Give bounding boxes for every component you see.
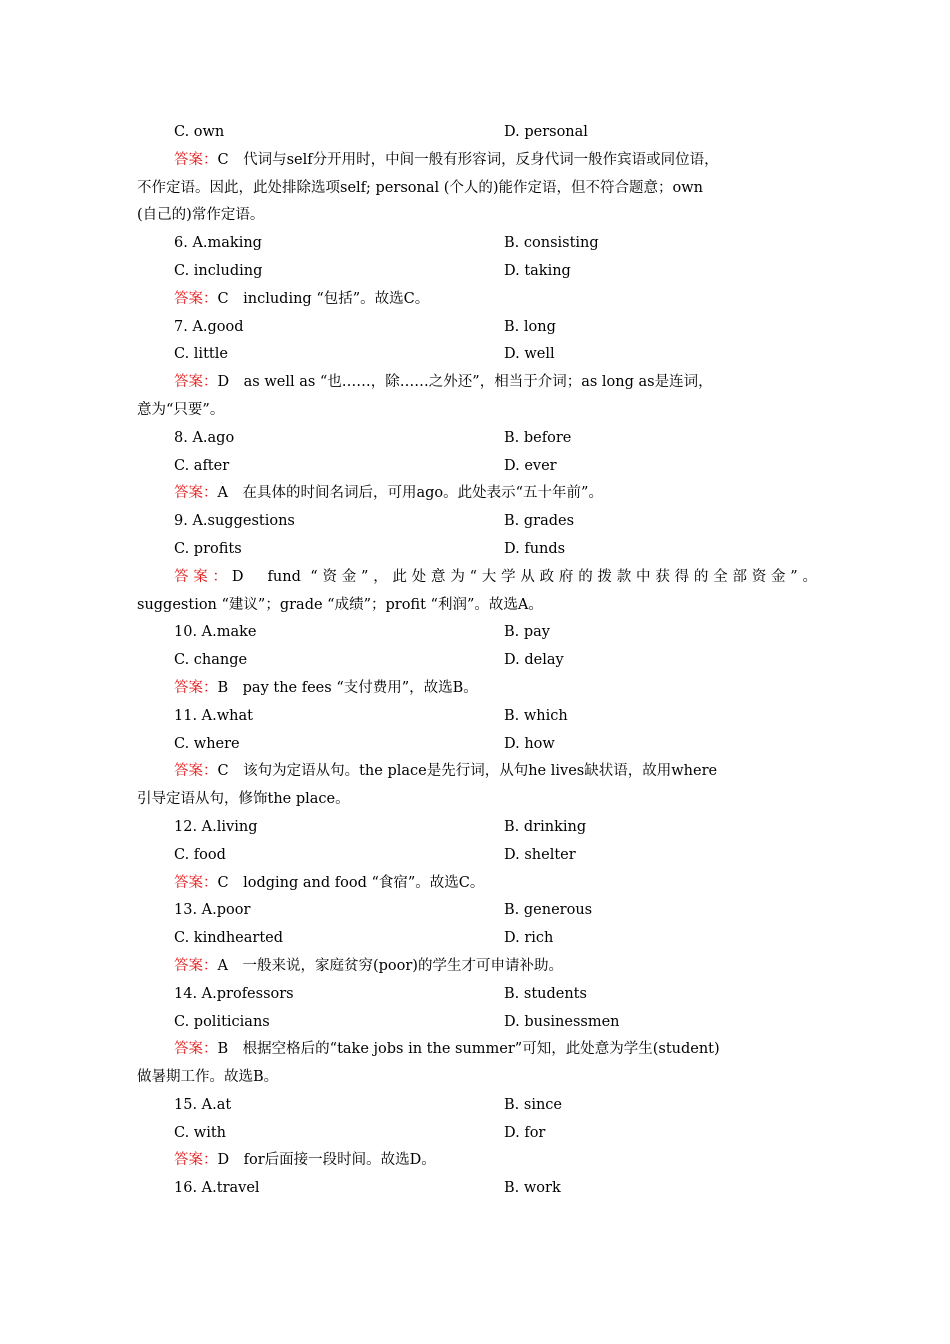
option-c: C. food (174, 846, 226, 863)
answer-label: 答案： (174, 568, 232, 585)
option-c: C. politicians (174, 1013, 270, 1030)
answer-label: 答案： (174, 151, 218, 168)
option-c: C. with (174, 1124, 227, 1141)
option-d: D. delay (504, 652, 564, 669)
question-8-options-ab (137, 425, 817, 453)
question-15-options-ab (137, 1092, 817, 1120)
answer-7-line-2: 意为“只要”。 (137, 401, 225, 418)
option-a: 12. A.living (174, 818, 258, 835)
question-6-options-ab (137, 230, 817, 258)
question-10-options-cd (137, 647, 817, 675)
question-6-options-cd (137, 258, 817, 286)
answer-13-line-1 (137, 953, 817, 981)
option-d: D. well (504, 346, 555, 363)
question-5-options-cd (137, 119, 817, 147)
option-b: B. students (504, 985, 587, 1002)
answer-text: D as well as “也……，除……之外还”，相当于介词；as long as是连词， (217, 374, 713, 391)
option-a: 8. A.ago (174, 429, 235, 446)
option-d: D. rich (504, 930, 554, 947)
option-d: D. personal (504, 124, 588, 140)
answer-9-line-2: suggestion “建议”；grade “成绩”；profit “利润”。故选A。 (137, 596, 543, 613)
option-a: 14. A.professors (174, 985, 294, 1002)
question-7-options-cd (137, 341, 817, 369)
question-13-options-cd (137, 925, 817, 953)
answer-text: B pay the fees “支付费用”，故选B。 (217, 679, 478, 696)
question-7-options-ab (137, 314, 817, 342)
option-d: D. ever (504, 457, 557, 474)
answer-text: A 一般来说，家庭贫穷(poor)的学生才可申请补助。 (217, 957, 563, 974)
answer-9-line-1 (137, 564, 817, 592)
option-b: B. drinking (504, 818, 587, 835)
question-13-options-ab (137, 897, 817, 925)
answer-label: 答案： (174, 957, 218, 974)
option-a: 6. A.making (174, 235, 262, 252)
option-b: B. since (504, 1096, 562, 1113)
answer-text: C including “包括”。故选C。 (217, 290, 430, 307)
answer-label: 答案： (174, 763, 218, 780)
option-b: B. generous (504, 902, 593, 919)
option-c: C. kindhearted (174, 930, 284, 947)
question-12-options-ab (137, 814, 817, 842)
answer-15-line-1 (137, 1147, 817, 1175)
option-a: 15. A.at (174, 1096, 232, 1113)
answer-11-line-2: 引导定语从句，修饰the place。 (137, 791, 350, 808)
answer-label: 答案： (174, 679, 218, 696)
answer-7-line-1 (137, 369, 817, 397)
option-c: C. after (174, 457, 230, 474)
question-9-options-cd (137, 536, 817, 564)
answer-11-line-1 (137, 758, 817, 786)
answer-8-line-1 (137, 480, 817, 508)
answer-text: C 代词与self分开用时，中间一般有形容词，反身代词一般作宾语或同位语， (217, 151, 719, 168)
option-a: 16. A.travel (174, 1180, 260, 1197)
question-11-options-cd (137, 731, 817, 759)
answer-5-line-3: (自己的)常作定语。 (137, 207, 265, 224)
question-14-options-cd (137, 1009, 817, 1037)
option-d: D. shelter (504, 846, 576, 863)
exercise-answers (137, 119, 817, 1203)
answer-12-line-1 (137, 870, 817, 898)
option-a: 7. A.good (174, 318, 244, 335)
answer-6-line-1 (137, 286, 817, 314)
answer-text: D fund “资金”，此处意为“大学从政府的拨款中获得的全部资金”。 (231, 568, 817, 585)
option-b: B. work (504, 1180, 561, 1197)
answer-text: C lodging and food “食宿”。故选C。 (217, 874, 485, 891)
option-c: C. where (174, 735, 240, 752)
option-d: D. for (504, 1124, 546, 1141)
question-14-options-ab (137, 981, 817, 1009)
answer-5-line-2: 不作定语。因此，此处排除选项self; personal (个人的)能作定语，但不符合题意；own (137, 179, 704, 196)
option-a: 10. A.make (174, 624, 257, 641)
option-d: D. funds (504, 540, 566, 557)
answer-text: C 该句为定语从句。the place是先行词，从句he lives缺状语，故用where (217, 763, 718, 780)
option-b: B. which (504, 707, 568, 724)
answer-text: B 根据空格后的“take jobs in the summer”可知，此处意为学生(student) (217, 1041, 720, 1058)
option-c: C. change (174, 652, 248, 669)
option-b: B. consisting (504, 235, 599, 252)
question-9-options-ab (137, 508, 817, 536)
answer-text: D for后面接一段时间。故选D。 (217, 1152, 436, 1169)
option-c: C. own (174, 124, 225, 140)
option-c: C. profits (174, 540, 242, 557)
option-a: 13. A.poor (174, 902, 251, 919)
option-a: 9. A.suggestions (174, 513, 295, 530)
answer-14-line-2: 做暑期工作。故选B。 (137, 1069, 279, 1086)
option-c: C. including (174, 262, 263, 279)
option-b: B. pay (504, 624, 550, 641)
answer-label: 答案： (174, 374, 218, 391)
answer-5-line-1 (137, 147, 817, 175)
option-b: B. grades (504, 513, 575, 530)
option-b: B. before (504, 429, 572, 446)
answer-label: 答案： (174, 1041, 218, 1058)
question-15-options-cd (137, 1120, 817, 1148)
answer-10-line-1 (137, 675, 817, 703)
answer-label: 答案： (174, 290, 218, 307)
answer-label: 答案： (174, 874, 218, 891)
option-d: D. how (504, 735, 555, 752)
question-16-options-ab (137, 1175, 817, 1203)
answer-label: 答案： (174, 485, 218, 502)
question-10-options-ab (137, 619, 817, 647)
option-b: B. long (504, 318, 556, 335)
question-8-options-cd (137, 453, 817, 481)
option-a: 11. A.what (174, 707, 253, 724)
option-d: D. taking (504, 262, 571, 279)
option-d: D. businessmen (504, 1013, 620, 1030)
question-11-options-ab (137, 703, 817, 731)
question-12-options-cd (137, 842, 817, 870)
option-c: C. little (174, 346, 228, 363)
answer-text: A 在具体的时间名词后，可用ago。此处表示“五十年前”。 (217, 485, 603, 502)
answer-14-line-1 (137, 1036, 817, 1064)
answer-label: 答案： (174, 1152, 218, 1169)
